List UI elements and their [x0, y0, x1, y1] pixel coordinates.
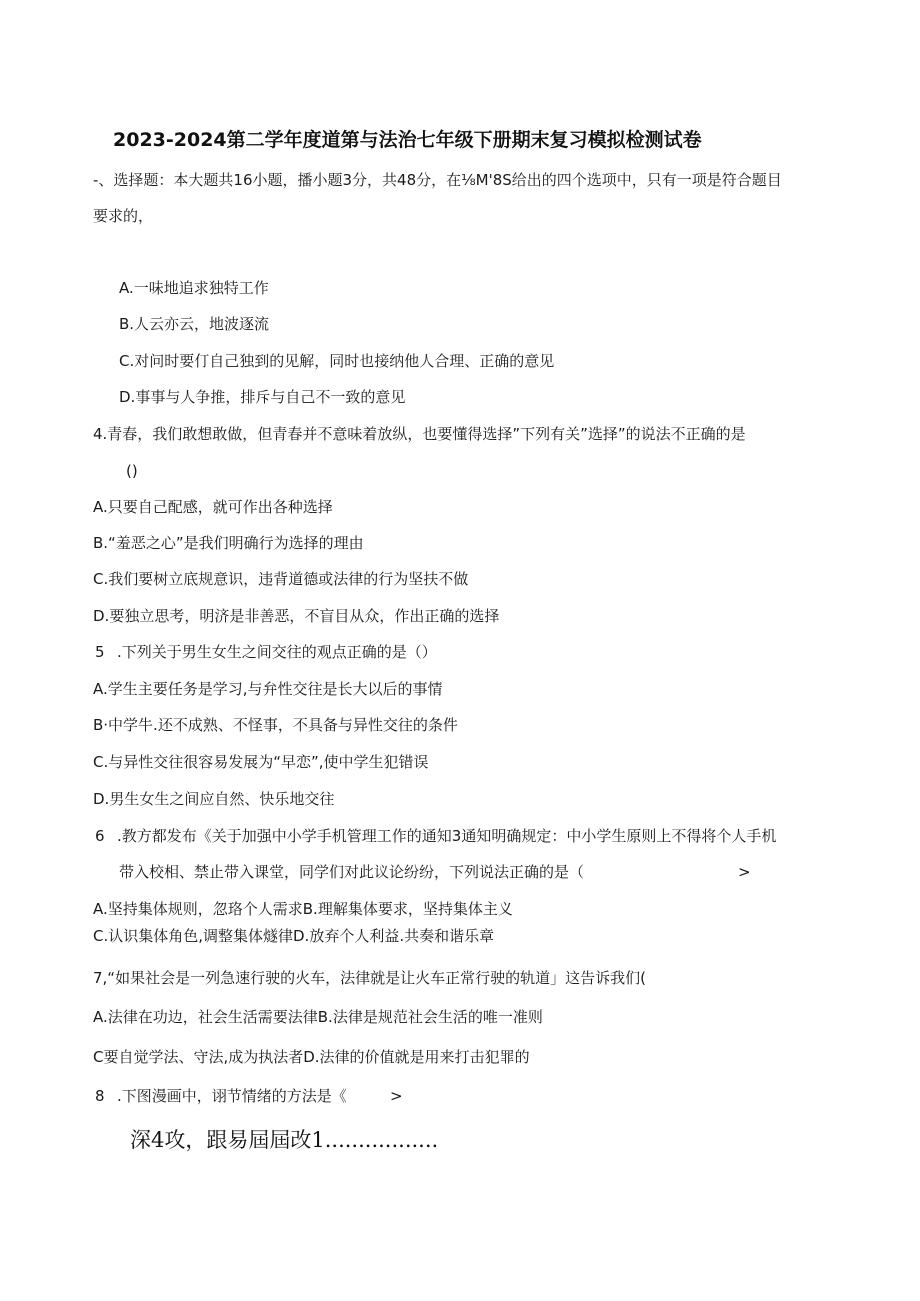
q8-number: 8 [95, 1087, 105, 1105]
q4-option-a: A.只要自己配感，就可作出各种选择 [93, 498, 333, 516]
q4-option-b: B.“羞恶之心”是我们明确行为选择的理由 [93, 534, 364, 552]
q4-option-c: C.我们要树立底规意识，违背道德或法律的行为坚扶不做 [93, 570, 469, 588]
q6-options-line2: C.认识集体角色,调整集体燧律D.放弃个人利益.共奏和谐乐章 [93, 927, 495, 945]
q4-option-d: D.要独立思考，明济是非善恶，不盲目从众，作出正确的选择 [93, 607, 500, 625]
q3-option-d: D.事事与人争推，排斥与自己不一致的意见 [119, 388, 406, 406]
q8-stem: .下图漫画中，诩节情绪的方法是《 [117, 1087, 347, 1105]
q3-option-b: B.人云亦云，地波逐流 [119, 315, 270, 333]
q5-option-c: C.与异性交往很容易发展为“早恋”,使中学生犯错误 [93, 753, 429, 771]
q3-option-c: C.对问时要仃自己独到的见解，同时也接纳他人合理、正确的意见 [119, 352, 555, 370]
q6-stem-line1: .教方都发布《关于加强中小学手机管理工作的通知3通知明确规定：中小学生原则上不得将个人手机 [117, 827, 777, 845]
q5-number: 5 [95, 643, 105, 661]
q6-number: 6 [95, 827, 105, 845]
page-title: 2023-2024第二学年度道第与法治七年级下册期末复习模拟检测试卷 [113, 129, 702, 151]
section-intro-line2: 要求的， [93, 207, 154, 225]
q5-option-a: A.学生主要任务是学习,与弁性交往是长大以后的事情 [93, 680, 443, 698]
section-intro-line1: -、选择题：本大题共16小题，播小题3分，共48分，在⅛M'8S给出的四个选项中，只有一项是符合题目 [93, 171, 782, 189]
q4-stem-line1: 4.青春，我们敢想敢做，但青春并不意味着放纵，也要懂得选择”下列有关”选择”的说法不正确的是 [93, 425, 746, 443]
q5-stem: .下列关于男生女生之间交往的观点正确的是（） [117, 643, 437, 661]
q6-stem-close: > [738, 863, 751, 881]
q7-stem: 7,“如果社会是一列急速行驶的火车，法律就是让火车正常行驶的轨道」这告诉我们( [93, 969, 646, 987]
q6-options-line1: A.坚持集体规则，忽珞个人需求B.理解集体要求，坚持集体主义 [93, 900, 513, 918]
q5-option-d: D.男生女生之间应自然、快乐地交往 [93, 790, 335, 808]
q5-option-b: B·中学牛.还不成熟、不怪事，不具备与异性交往的条件 [93, 716, 458, 734]
q7-options-line1: A.法律在功边，社会生活需要法律B.法律是规范社会生活的唯一准则 [93, 1008, 543, 1026]
comic-caption: 深4攻，跟易屆屆改1................. [130, 1128, 439, 1152]
q6-stem-line2: 带入校相、禁止带入课堂，同学们对此议论纷纷，下列说法正确的是（ [119, 863, 585, 881]
q4-stem-line2: () [126, 462, 138, 480]
q7-options-line2: C要自觉学法、守法,成为执法者D.法律的价值就是用来打击犯罪的 [93, 1048, 530, 1066]
q8-stem-close: > [390, 1087, 403, 1105]
q3-option-a: A.一味地追求独特工作 [119, 279, 269, 297]
